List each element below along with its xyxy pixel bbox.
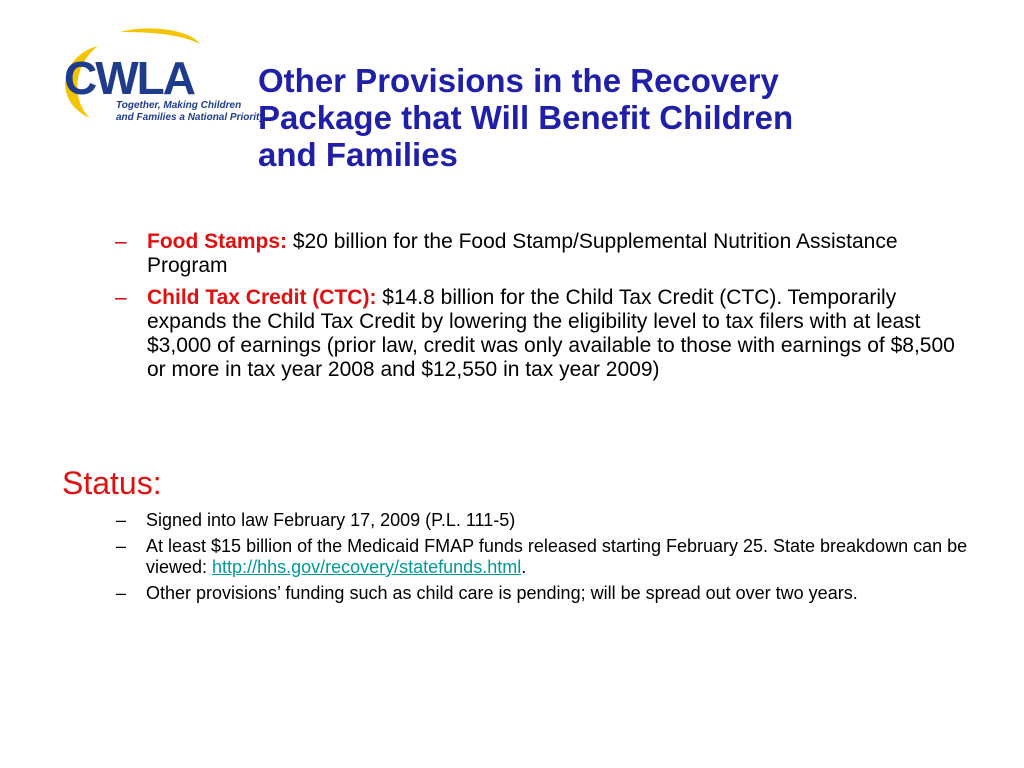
dash-marker: – (115, 286, 127, 309)
bullet-child-tax-credit (110, 286, 960, 382)
bullet-label: Child Tax Credit (CTC): (147, 286, 377, 309)
status-item (110, 510, 970, 531)
status-item (110, 583, 970, 604)
dash-marker: – (116, 510, 127, 530)
logo-tagline-line1: Together, Making Children (116, 100, 242, 111)
title-line3: and Families (258, 136, 458, 173)
slide-title (258, 62, 998, 173)
statefunds-link[interactable]: http://hhs.gov/recovery/statefunds.html (212, 557, 522, 577)
status-item-after: . (521, 557, 527, 577)
bullet-label: Food Stamps: (147, 230, 287, 253)
title-line2: Package that Will Benefit Children (258, 99, 794, 136)
status-item-text: Other provisions’ funding such as child care is pending; will be spread out over two years. (146, 583, 858, 603)
logo-tagline (116, 100, 265, 124)
status-item-text: At least $15 billion of the Medicaid FMAP funds released starting February 25. State breakdown can be viewed: (146, 536, 968, 577)
dash-marker: – (115, 230, 127, 253)
status-item-text: Signed into law February 17, 2009 (P.L. 111-5) (146, 510, 516, 530)
status-heading: Status: (62, 465, 162, 501)
bullet-text: $14.8 billion for the Child Tax Credit (CTC). Temporarily expands the Child Tax Credit by lowering the eligibility level to tax filers with at least $3,000 of earnings (prior law, credit was only available to those with earnings of $8,500 or more in tax year 2008 and $12,550 in tax year 2009) (147, 286, 955, 381)
provisions-list (110, 230, 960, 390)
logo-text: CWLA (64, 52, 194, 104)
logo-tagline-line2: and Families a National Priority (116, 112, 265, 123)
dash-marker: – (116, 583, 127, 603)
bullet-text: $20 billion for the Food Stamp/Supplemental Nutrition Assistance Program (147, 230, 898, 277)
dash-marker: – (116, 536, 127, 556)
title-line1: Other Provisions in the Recovery (258, 62, 779, 99)
status-list (110, 510, 970, 609)
cwla-logo (50, 26, 265, 136)
bullet-food-stamps (110, 230, 960, 278)
status-item (110, 536, 970, 578)
